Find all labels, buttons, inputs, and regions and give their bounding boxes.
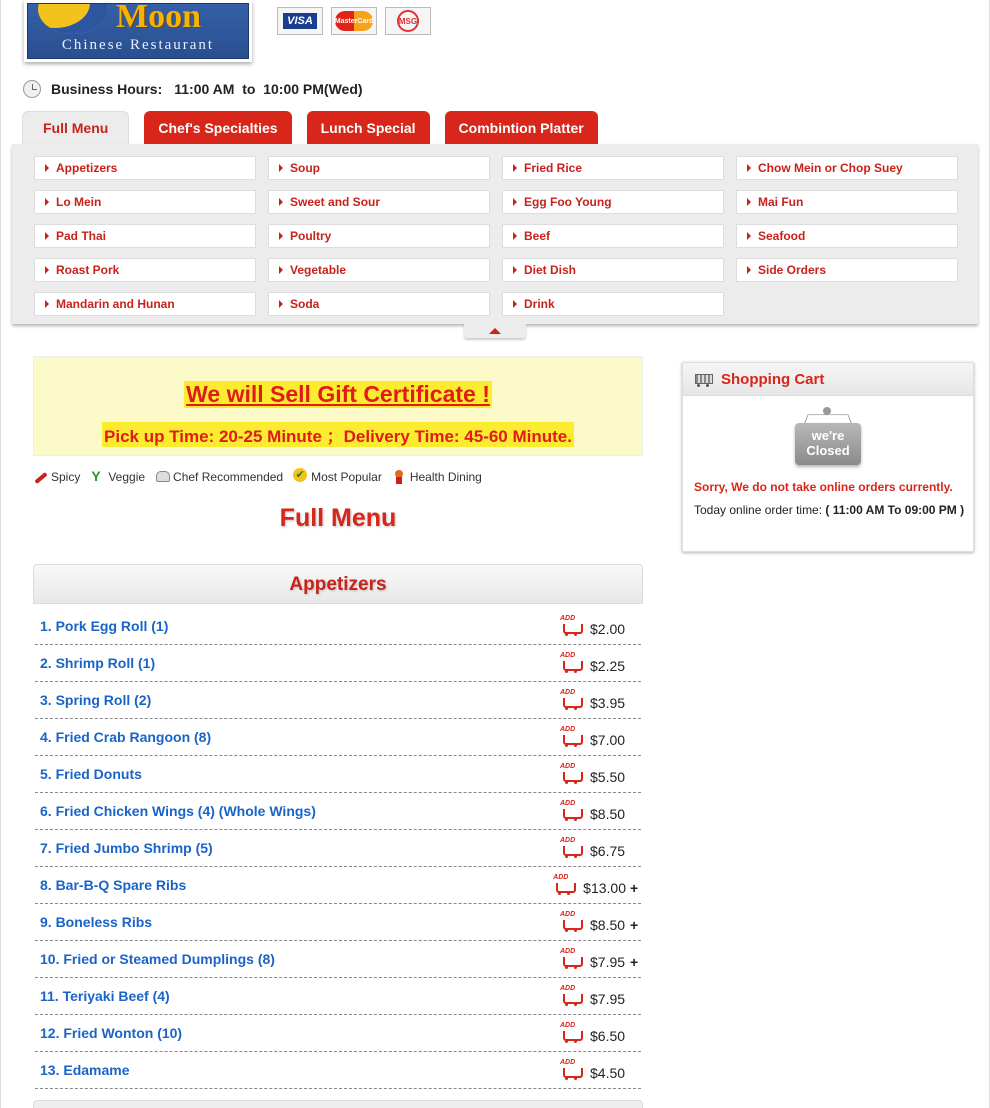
- add-label: ADD: [560, 689, 576, 696]
- add-to-cart-icon[interactable]: [559, 615, 584, 638]
- menu-item-name[interactable]: 7. Fried Jumbo Shrimp (5): [40, 840, 213, 856]
- next-section-header: [33, 1100, 643, 1108]
- visa-card-icon: VISA: [277, 7, 323, 35]
- spicy-icon: [33, 470, 47, 484]
- legend-health-dining: Health Dining: [409, 470, 482, 484]
- payment-cards: [277, 7, 431, 35]
- tab-combination-platter[interactable]: Combintion Platter: [445, 111, 598, 144]
- menu-item-name[interactable]: 9. Boneless Ribs: [40, 914, 153, 930]
- add-to-cart-icon[interactable]: [559, 652, 584, 675]
- category-item[interactable]: [736, 258, 958, 282]
- category-item[interactable]: [268, 224, 490, 248]
- category-label: Mai Fun: [758, 195, 804, 209]
- menu-item-price: $3.95: [590, 694, 626, 711]
- chevron-right-icon: [279, 232, 283, 240]
- no-msg-icon: MSG: [385, 7, 431, 35]
- category-item[interactable]: [268, 258, 490, 282]
- legend-spicy: Spicy: [51, 470, 81, 484]
- health-dining-icon: [392, 470, 406, 484]
- options-plus-icon[interactable]: +: [630, 916, 639, 933]
- menu-item-price-group: [559, 615, 638, 638]
- add-to-cart-icon[interactable]: [559, 1022, 584, 1045]
- menu-item-price: $5.50: [590, 768, 626, 785]
- menu-item-price: $8.50: [590, 916, 626, 933]
- menu-item-price: $2.00: [590, 620, 626, 637]
- logo-title: Moon: [116, 3, 201, 35]
- chevron-right-icon: [45, 232, 49, 240]
- menu-item-name[interactable]: 6. Fried Chicken Wings (4) (Whole Wings): [40, 803, 316, 819]
- menu-item-price: $13.00: [583, 879, 626, 896]
- menu-item-row: [35, 793, 641, 830]
- add-to-cart-icon[interactable]: [559, 985, 584, 1008]
- legend-chef-recommended: Chef Recommended: [173, 470, 284, 484]
- category-item[interactable]: [502, 258, 724, 282]
- category-label: Diet Dish: [524, 263, 577, 277]
- menu-item-price: $7.95: [590, 953, 626, 970]
- logo-image: [27, 3, 249, 59]
- add-label: ADD: [560, 1022, 576, 1029]
- category-item[interactable]: [268, 292, 490, 316]
- category-item[interactable]: [268, 190, 490, 214]
- category-label: Egg Foo Young: [524, 195, 612, 209]
- menu-item-price: $6.75: [590, 842, 626, 859]
- chevron-right-icon: [513, 266, 517, 274]
- business-hours: [23, 80, 363, 98]
- add-label: ADD: [560, 763, 576, 770]
- add-label: ADD: [560, 726, 576, 733]
- menu-item-price-group: [559, 726, 638, 749]
- menu-item-row: [35, 756, 641, 793]
- category-item[interactable]: [34, 292, 256, 316]
- menu-item-name[interactable]: 2. Shrimp Roll (1): [40, 655, 156, 671]
- add-label: ADD: [560, 615, 576, 622]
- shopping-cart: [682, 362, 974, 552]
- closed-sign-icon: [795, 407, 861, 465]
- menu-item-row: [35, 719, 641, 756]
- cart-order-time: [694, 500, 966, 521]
- options-plus-icon[interactable]: +: [630, 953, 639, 970]
- tab-chefs-specialties[interactable]: Chef's Specialties: [144, 111, 291, 144]
- mastercard-icon: MasterCard: [331, 7, 377, 35]
- menu-item-price-group: [559, 911, 639, 934]
- menu-item-row: [35, 830, 641, 867]
- menu-item-name[interactable]: 10. Fried or Steamed Dumplings (8): [40, 951, 275, 967]
- chevron-right-icon: [279, 198, 283, 206]
- clock-icon: [23, 80, 41, 98]
- menu-item-price: $6.50: [590, 1027, 626, 1044]
- chevron-right-icon: [747, 198, 751, 206]
- category-label: Appetizers: [56, 161, 118, 175]
- menu-item-name[interactable]: 11. Teriyaki Beef (4): [40, 988, 170, 1004]
- menu-item-name[interactable]: 3. Spring Roll (2): [40, 692, 152, 708]
- close-time: 10:00 PM(Wed): [263, 81, 363, 97]
- menu-item-price-group: [559, 689, 638, 712]
- add-label: ADD: [560, 985, 576, 992]
- menu-item-price-group: [559, 800, 638, 823]
- menu-item-price: $8.50: [590, 805, 626, 822]
- restaurant-logo[interactable]: [24, 0, 252, 62]
- chevron-right-icon: [279, 300, 283, 308]
- category-item[interactable]: [736, 190, 958, 214]
- add-label: ADD: [560, 800, 576, 807]
- chevron-right-icon: [747, 266, 751, 274]
- collapse-panel-button[interactable]: [464, 324, 526, 338]
- cart-header: [683, 363, 973, 396]
- add-to-cart-icon[interactable]: [559, 763, 584, 786]
- to-label: to: [242, 81, 256, 97]
- menu-item-price-group: [559, 1022, 638, 1045]
- legend-veggie: Veggie: [108, 470, 146, 484]
- chevron-right-icon: [513, 164, 517, 172]
- menu-item-price-group: [559, 948, 639, 971]
- menu-item-price: $7.95: [590, 990, 626, 1007]
- menu-item-price: $7.00: [590, 731, 626, 748]
- category-label: Beef: [524, 229, 551, 243]
- chevron-right-icon: [45, 300, 49, 308]
- chevron-right-icon: [45, 266, 49, 274]
- add-to-cart-icon[interactable]: [559, 837, 584, 860]
- menu-item-row: [35, 608, 641, 645]
- category-label: Poultry: [290, 229, 332, 243]
- add-to-cart-icon[interactable]: [559, 726, 584, 749]
- category-label: Soup: [290, 161, 320, 175]
- closed-sign-text: we're Closed: [795, 423, 861, 465]
- add-to-cart-icon[interactable]: [559, 911, 584, 934]
- chevron-right-icon: [45, 198, 49, 206]
- category-label: Side Orders: [758, 263, 827, 277]
- category-item[interactable]: [502, 292, 724, 316]
- moon-icon: [38, 3, 108, 34]
- menu-item-name[interactable]: 5. Fried Donuts: [40, 766, 142, 782]
- page-title: Full Menu: [279, 504, 397, 532]
- menu-item-row: [35, 645, 641, 682]
- category-label: Fried Rice: [524, 161, 583, 175]
- business-hours-label: Business Hours:: [51, 81, 163, 97]
- category-label: Roast Pork: [56, 263, 120, 277]
- promo-banner: [33, 356, 643, 456]
- dish-legend: [33, 470, 492, 484]
- category-label: Drink: [524, 297, 555, 311]
- promo-gift-certificate: We will Sell Gift Certificate !: [186, 381, 490, 407]
- add-to-cart-icon[interactable]: [559, 948, 584, 971]
- category-item[interactable]: [34, 224, 256, 248]
- menu-item-price-group: [559, 763, 638, 786]
- chevron-right-icon: [747, 164, 751, 172]
- chevron-right-icon: [45, 164, 49, 172]
- category-item[interactable]: [34, 156, 256, 180]
- chevron-right-icon: [747, 232, 751, 240]
- tab-lunch-special[interactable]: Lunch Special: [307, 111, 430, 144]
- menu-item-price-group: [559, 985, 638, 1008]
- add-label: ADD: [560, 837, 576, 844]
- category-label: Seafood: [758, 229, 806, 243]
- section-header-appetizers: Appetizers: [33, 564, 643, 604]
- menu-item-name[interactable]: 8. Bar-B-Q Spare Ribs: [40, 877, 187, 893]
- category-label: Sweet and Sour: [290, 195, 381, 209]
- veggie-icon: [90, 470, 104, 484]
- menu-item-price: $4.50: [590, 1064, 626, 1081]
- menu-tabs: [22, 111, 598, 144]
- promo-pickup-delivery-time: Pick up Time: 20-25 Minute ；Delivery Time: 45-60 Minute.: [102, 422, 574, 447]
- menu-item-row: [35, 1015, 641, 1052]
- open-time: 11:00 AM: [174, 81, 235, 97]
- menu-item-row: [35, 904, 641, 941]
- menu-item-price-group: [559, 652, 638, 675]
- category-item[interactable]: [502, 156, 724, 180]
- chevron-right-icon: [279, 266, 283, 274]
- add-label: ADD: [553, 874, 569, 881]
- category-label: Mandarin and Hunan: [56, 297, 175, 311]
- menu-item-name[interactable]: 1. Pork Egg Roll (1): [40, 618, 169, 634]
- category-item[interactable]: [34, 190, 256, 214]
- menu-item-price-group: [552, 874, 639, 897]
- menu-item-row: [35, 978, 641, 1015]
- menu-item-price-group: [559, 1059, 638, 1082]
- category-item[interactable]: [736, 156, 958, 180]
- legend-most-popular: Most Popular: [311, 470, 382, 484]
- chevron-right-icon: [513, 198, 517, 206]
- category-item[interactable]: [268, 156, 490, 180]
- shopping-cart-icon: [691, 370, 715, 388]
- menu-item-row: [35, 1052, 641, 1089]
- category-item[interactable]: [502, 224, 724, 248]
- chevron-right-icon: [513, 232, 517, 240]
- chevron-right-icon: [513, 300, 517, 308]
- category-label: Soda: [290, 297, 320, 311]
- menu-item-list: [35, 608, 641, 1089]
- most-popular-icon: [293, 470, 307, 484]
- menu-item-name[interactable]: 12. Fried Wonton (10): [40, 1025, 183, 1041]
- chevron-right-icon: [279, 164, 283, 172]
- logo-subtitle: Chinese Restaurant: [61, 37, 215, 53]
- category-item[interactable]: [736, 224, 958, 248]
- category-grid: [34, 156, 958, 316]
- chef-hat-icon: [155, 470, 169, 484]
- add-label: ADD: [560, 911, 576, 918]
- caret-up-icon: [489, 328, 501, 334]
- category-item[interactable]: [34, 258, 256, 282]
- menu-item-name[interactable]: 13. Edamame: [40, 1062, 130, 1078]
- menu-item-price: $2.25: [590, 657, 626, 674]
- add-to-cart-icon[interactable]: [559, 689, 584, 712]
- menu-item-price-group: [559, 837, 638, 860]
- category-label: Pad Thai: [56, 229, 107, 243]
- add-to-cart-icon[interactable]: [552, 874, 577, 897]
- menu-item-name[interactable]: 4. Fried Crab Rangoon (8): [40, 729, 212, 745]
- menu-item-row: [35, 941, 641, 978]
- options-plus-icon[interactable]: +: [630, 879, 639, 896]
- order-time-label: Today online order time:: [694, 503, 823, 517]
- add-to-cart-icon[interactable]: [559, 800, 584, 823]
- category-item[interactable]: [502, 190, 724, 214]
- menu-item-row: [35, 867, 641, 904]
- category-label: Vegetable: [290, 263, 347, 277]
- tab-full-menu[interactable]: Full Menu: [22, 111, 129, 144]
- add-label: ADD: [560, 948, 576, 955]
- category-panel: [12, 144, 978, 324]
- category-label: Chow Mein or Chop Suey: [758, 161, 903, 175]
- category-label: Lo Mein: [56, 195, 102, 209]
- order-time-value: ( 11:00 AM To 09:00 PM ): [825, 503, 965, 517]
- add-to-cart-icon[interactable]: [559, 1059, 584, 1082]
- add-label: ADD: [560, 652, 576, 659]
- menu-item-row: [35, 682, 641, 719]
- add-label: ADD: [560, 1059, 576, 1066]
- cart-title: Shopping Cart: [721, 370, 825, 388]
- cart-closed-message: Sorry, We do not take online orders currently.: [694, 480, 953, 494]
